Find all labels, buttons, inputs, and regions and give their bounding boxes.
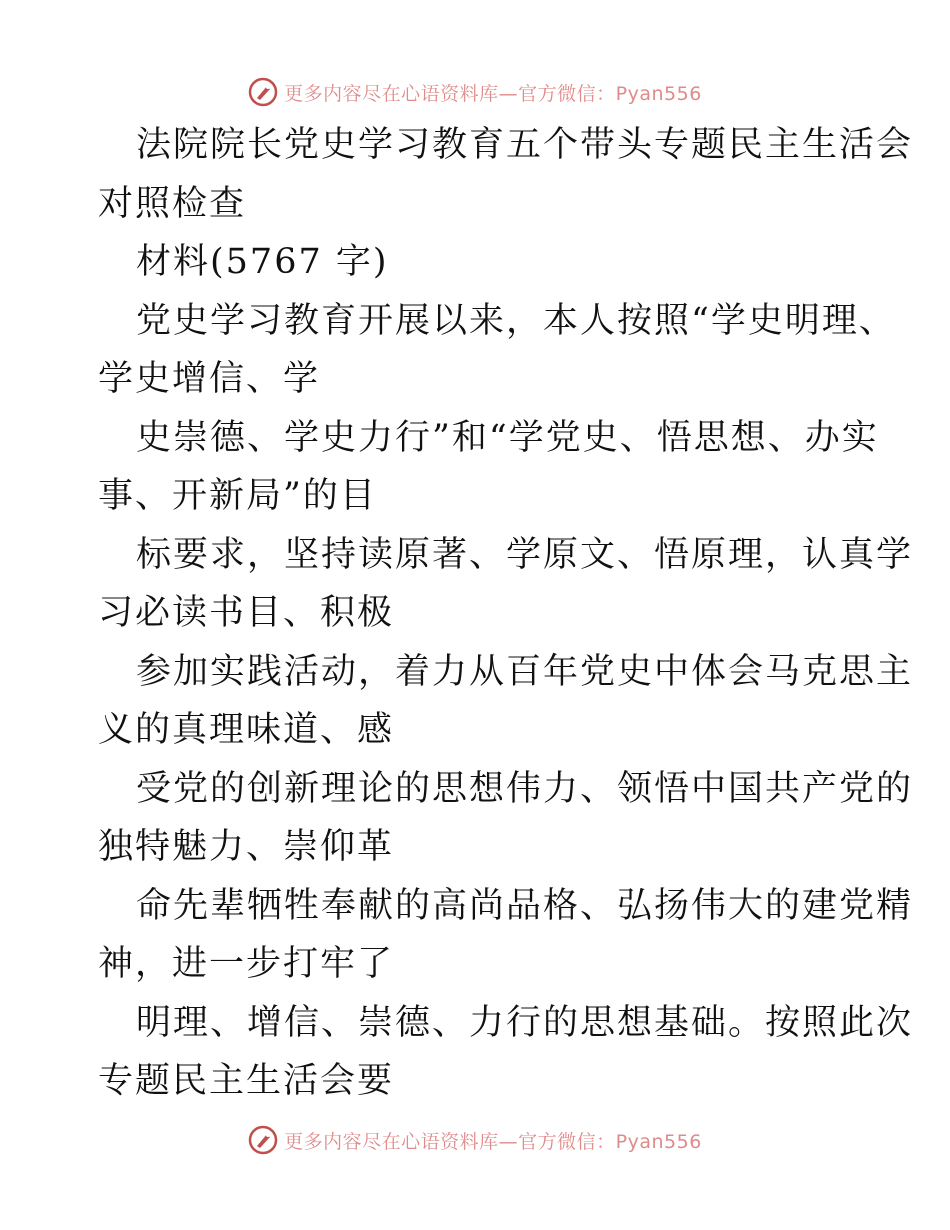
text-line: 史崇德、学史力行”和“学党史、悟思想、办实 bbox=[136, 417, 879, 458]
text-line: 材料(5767 字) bbox=[136, 242, 389, 282]
footer-banner bbox=[0, 1120, 950, 1160]
text-line: 神，进一步打牢了 bbox=[98, 944, 395, 984]
fountain-pen-icon bbox=[248, 1125, 278, 1155]
document-body bbox=[98, 116, 914, 1111]
text-line: 命先辈牺牲奉献的高尚品格、弘扬伟大的建党精 bbox=[136, 885, 914, 926]
text-line: 法院院长党史学习教育五个带头专题民主生活会 bbox=[136, 125, 914, 165]
text-line: 明理、增信、崇德、力行的思想基础。按照此次 bbox=[136, 1002, 914, 1043]
fountain-pen-icon bbox=[248, 77, 278, 107]
text-line: 事、开新局”的目 bbox=[98, 476, 377, 516]
text-line: 专题民主生活会要 bbox=[98, 1061, 395, 1101]
text-line: 参加实践活动，着力从百年党史中体会马克思主 bbox=[136, 651, 914, 692]
text-line: 对照检查 bbox=[98, 183, 247, 224]
text-line: 独特魅力、崇仰革 bbox=[98, 827, 395, 867]
text-line: 学史增信、学 bbox=[98, 359, 321, 399]
text-line: 标要求，坚持读原著、学原文、悟原理，认真学 bbox=[136, 534, 914, 575]
header-banner bbox=[0, 72, 950, 112]
banner-text: 更多内容尽在心语资料库—官方微信：Pyan556 bbox=[284, 1130, 702, 1153]
text-line: 习必读书目、积极 bbox=[98, 593, 395, 633]
text-line: 义的真理味道、感 bbox=[98, 710, 395, 750]
text-line: 受党的创新理论的思想伟力、领悟中国共产党的 bbox=[136, 768, 914, 809]
banner-text: 更多内容尽在心语资料库—官方微信：Pyan556 bbox=[284, 82, 702, 105]
text-line: 党史学习教育开展以来，本人按照“学史明理、 bbox=[136, 300, 896, 341]
